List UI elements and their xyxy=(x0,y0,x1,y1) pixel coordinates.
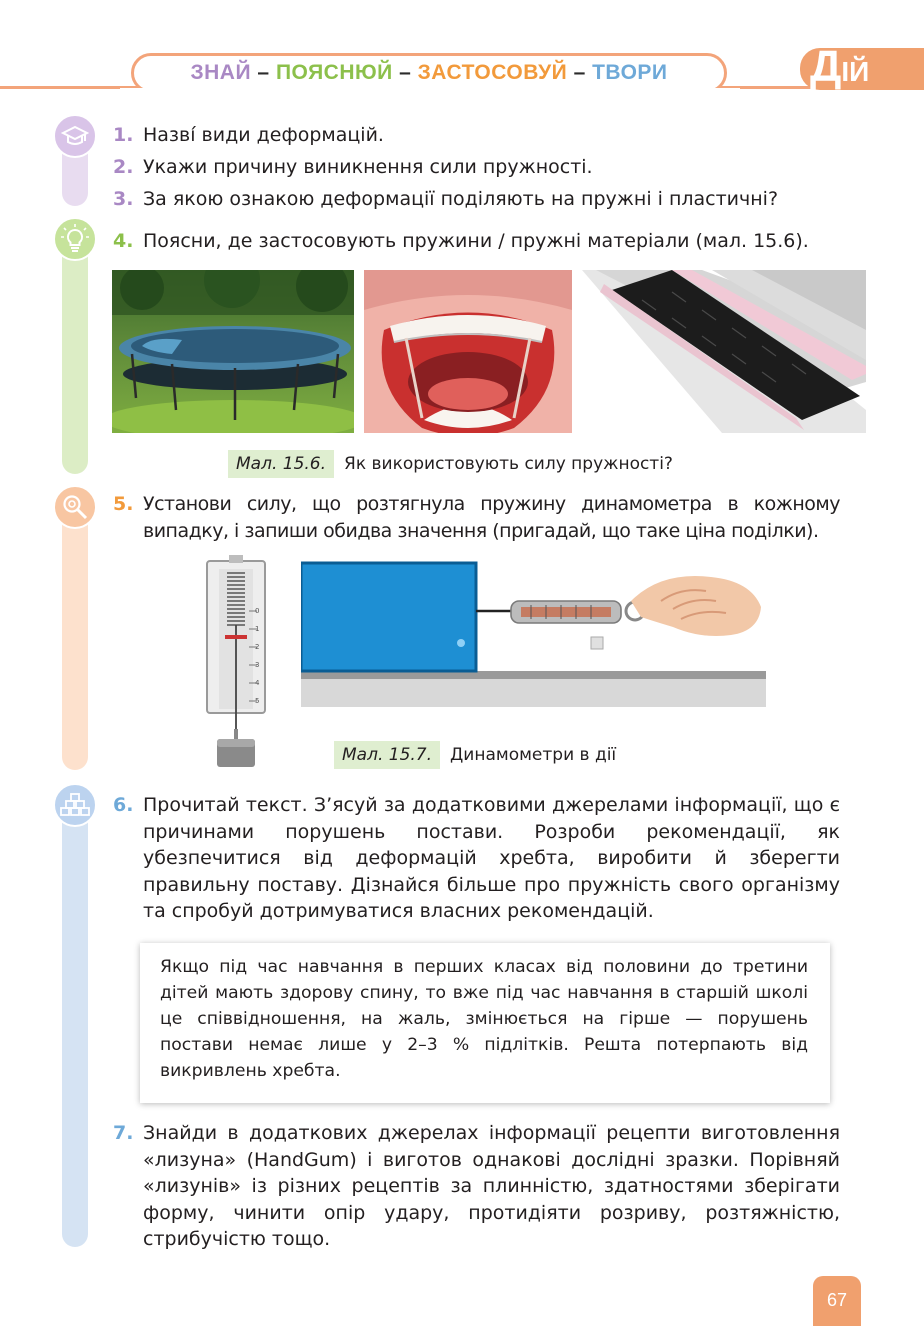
lightbulb-icon xyxy=(53,217,97,261)
blocks-pyramid-icon xyxy=(53,783,97,827)
braces-photo xyxy=(364,270,572,433)
dynamometer-vertical-photo xyxy=(205,555,267,770)
scale-tick-label: 5 xyxy=(255,697,260,705)
header-word-explain: ПОЯСНЮЙ xyxy=(275,61,393,84)
scale-tick-label: 2 xyxy=(255,643,260,651)
figure-15-6-caption: Мал. 15.6. Як використовують силу пружності? xyxy=(228,450,673,478)
question-6: 6. Прочитай текст. З’ясуй за додатковими джерелами інформації, що є причинами порушень постави. Розроби рекомендації, як убезпечитися від деформацій хребта, виробити й зберегти правильну поставу. Дізнайся більше про пружність свого організму та спробуй дотримуватися власних рекомендацій. xyxy=(113,794,840,922)
graduation-cap-icon xyxy=(53,114,97,158)
header-word-create: ТВОРИ xyxy=(592,61,668,84)
scale-tick-label: 4 xyxy=(255,679,260,687)
figure-label: Мал. 15.7. xyxy=(334,741,440,769)
question-1: 1. Назві́ види деформацій. xyxy=(113,124,384,146)
trampoline-photo xyxy=(112,270,354,433)
section-tab-label: ДІЙ xyxy=(810,42,870,91)
figure-label: Мал. 15.6. xyxy=(228,450,334,478)
header-word-apply: ЗАСТОСОВУЙ xyxy=(417,61,568,84)
mattress-photo xyxy=(582,270,866,433)
question-2: 2. Укажи причину виникнення сили пружності. xyxy=(113,156,593,178)
page-number: 67 xyxy=(813,1276,861,1326)
header-separator: – xyxy=(257,61,270,84)
section-header xyxy=(131,56,727,90)
create-bar xyxy=(62,785,88,1247)
question-4: 4. Поясни, де застосовують пружини / пружні матеріали (мал. 15.6). xyxy=(113,230,809,252)
question-7: 7. Знайди в додаткових джерелах інформації рецепти виготовлення «лизуна» (HandGum) і виготов однакові дослідні зразки. Порівняй «лизунів» із різних рецептів за плинністю, здатностями зберігати форму, чинити опір удару, протидіяти розриву, розтяжністю, стрибучістю тощо. xyxy=(113,1122,840,1250)
info-box xyxy=(140,943,830,1103)
header-word-know: ЗНАЙ xyxy=(190,61,252,84)
question-3: 3. За якою ознакою деформації поділяють на пружні і пластичні? xyxy=(113,188,779,210)
magnifier-gear-icon xyxy=(53,485,97,529)
scale-tick-label: 0 xyxy=(255,607,260,615)
scale-tick-label: 1 xyxy=(255,625,260,633)
scale-tick-label: 3 xyxy=(255,661,260,669)
dynamometer-horizontal-photo xyxy=(301,561,766,707)
info-box-text: Якщо під час навчання в перших класах від половини до третини дітей мають здорову спину, то вже під час навчання в старшій школі це співвідношення, на жаль, змінюється на гірше — порушень постави немає лише у 2–3 % підлітків. Решта потерпають від викривлень хребта. xyxy=(160,957,808,1081)
figure-15-7-caption: Мал. 15.7. Динамометри в дії xyxy=(334,741,616,769)
header-separator: – xyxy=(573,61,586,84)
question-5: 5. Установи силу, що розтягнула пружину динамометра в кожному випадку, і запиши обидва значення (пригадай, що таке ціна поділки). xyxy=(113,493,840,542)
header-separator: – xyxy=(399,61,412,84)
